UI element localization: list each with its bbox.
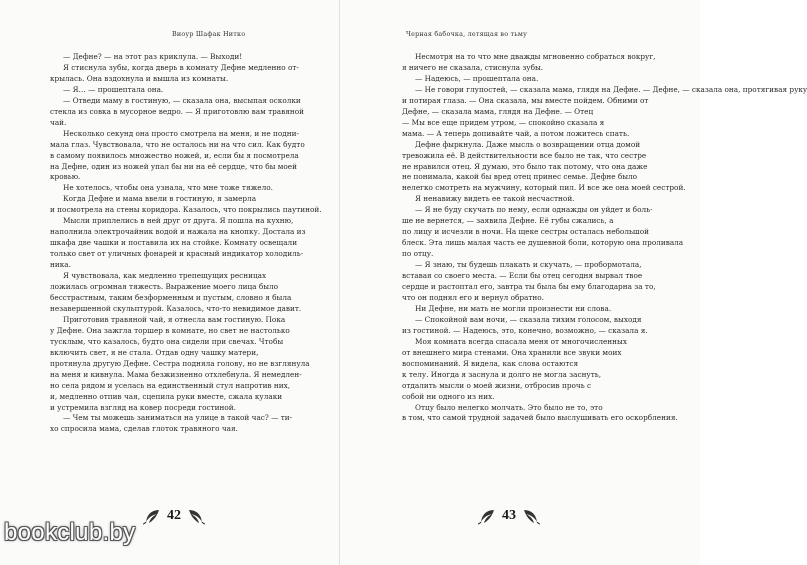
text-line: воспоминаний. Я видела, как слова остаются: [402, 358, 579, 368]
site-watermark: bookclub.by: [4, 519, 136, 546]
text-line: кровью.: [50, 172, 81, 182]
right-running-header: Черная бабочка, летящая во тьму: [406, 30, 528, 38]
text-line: и потирая глаза. — Она сказала, мы вместе пойдем. Обними от: [402, 95, 649, 105]
text-line: ше не вернется, — заявила Дефне. Её губы сжались, а: [402, 216, 614, 226]
text-line: — Я… — прошептала она.: [63, 84, 164, 94]
right-page: [340, 0, 807, 565]
text-line: наполнила электрочайник водой и нажала на кнопку. Достала из: [50, 227, 306, 237]
text-line: Когда Дефне и мама ввели в гостиную, я замерла: [63, 194, 257, 204]
text-line: в самому появилось множество ножей, и, если бы я посмотрела: [50, 150, 299, 160]
text-line: — Мы все еще придем утром, — спокойно сказала я: [402, 117, 605, 127]
text-line: и посмотрела на стены коридора. Казалось, что покрылись паутиной.: [50, 205, 322, 215]
left-page-folio: [142, 506, 206, 526]
text-line: Ни Дефне, ни мать не могли произнести ни слова.: [415, 303, 612, 313]
left-running-header: Виоур Шафак Нитко: [172, 30, 246, 38]
text-line: тревожила её. В действительности все было не так, что сестре: [402, 150, 647, 160]
text-line: по лицу и исчезли в ночи. На щеке сестры осталась небольшой: [402, 227, 649, 237]
text-line: Несколько секунд она просто смотрела на меня, и не подни-: [63, 128, 299, 138]
text-line: на меня и кивнула. Мама безжизненно отхлебнула. Я немедлен-: [50, 369, 302, 379]
text-line: не нравился отец. Я думаю, это было так потому, что она даже: [402, 161, 648, 171]
text-line: протянула другую Дефне. Сестра подняла голову, но не взглянула: [50, 358, 310, 368]
text-line: отдалить мысли о моей жизни, отбросив прочь с: [402, 380, 592, 390]
text-line: — Надеюсь, — прошептала она.: [415, 73, 539, 83]
text-line: из гостиной. — Надеюсь, это, конечно, возможно, — сказала я.: [402, 325, 648, 335]
text-line: и устремила взгляд на ковер посреди гостиной.: [50, 402, 236, 412]
leaf-ornament-icon: [521, 506, 541, 526]
text-line: — Не говори глупостей, — сказала мама, глядя на Дефне. — Дефне, — сказала она, протягивая руку: [415, 84, 807, 94]
text-line: от внешнего мира стенами. Она хранили все звуки моих: [402, 347, 622, 357]
left-page-number: 42: [167, 508, 181, 523]
text-line: собой ни одного из них.: [402, 391, 495, 401]
text-line: — Дефне? — на этот раз криклула. — Выходи!: [63, 52, 243, 61]
text-line: Мысли приплелись в ней друг от друга. Я пошла на кухню,: [63, 216, 294, 226]
leaf-ornament-icon: [142, 506, 162, 526]
text-line: Приготовив травяной чай, я отнесла вам гостиную. Пока: [63, 314, 286, 324]
text-line: вставая со своего места. — Если бы отец сегодня вырвал твое: [402, 271, 643, 281]
text-line: — Спокойной вам ночи, — сказала тихим голосом, выходя: [415, 314, 642, 324]
text-line: Не хотелось, чтобы она узнала, что мне тоже тяжело.: [63, 183, 273, 193]
text-line: по отцу.: [402, 249, 434, 259]
text-line: Отцу было нелегко молчать. Это было не то, это: [415, 402, 603, 412]
text-line: Дефне, — сказала мама, глядя на Дефне. — Отец: [402, 106, 594, 116]
text-line: к телу. Иногда я заснула и долго не могла заснуть,: [402, 369, 602, 379]
text-line: Я стиснула зубы, когда дверь в комнату Дефне медленно от-: [63, 62, 299, 72]
text-line: шкафа две чашки и поставила их на стойке. Комнату освещали: [50, 238, 298, 248]
text-line: и, медленно отпив чая, сцепила руки вместе, сжала кулаки: [50, 391, 283, 401]
text-line: — Я не буду скучать по нему, если однажды он уйдет и боль-: [415, 205, 653, 215]
text-line: я ничего не сказала, стиснула зубы.: [402, 62, 544, 72]
text-line: в том, что самой трудной задачей было выслушивать его оскорбления.: [402, 413, 678, 423]
text-line: Моя комната всегда спасала меня от многочисленных: [415, 336, 627, 346]
text-line: что он поднял его и вернул обратно.: [402, 292, 544, 302]
right-page-number: 43: [502, 508, 516, 523]
text-line: нелегко смотреть на мужчину, который пил. И все же она моей сестрой.: [402, 183, 686, 193]
left-page-body: [50, 52, 322, 435]
text-line: блеск. Эта лишь малая часть ее душевной боли, которую она проливала: [402, 238, 684, 248]
leaf-ornament-icon: [186, 506, 206, 526]
text-line: стекла из совка в мусорное ведро. — Я приготовлю вам травяной: [50, 106, 304, 116]
text-line: чай.: [50, 117, 67, 127]
text-line: Дефне фыркнула. Даже мысль о возвращении отца домой: [415, 139, 641, 149]
text-line: на Дефне, один из ножей упал бы ни на её сердце, что бы моей: [50, 161, 297, 171]
right-page-body: [402, 52, 807, 424]
text-line: бесстрастным, таким безформенным и пустым, словно я была: [50, 292, 292, 302]
leaf-ornament-icon: [477, 506, 497, 526]
text-line: Несмотря на то что мне дважды мгновенно собраться вокруг,: [415, 52, 656, 61]
text-line: сердце и растоптал его, завтра ты была бы ему благодарна за то,: [402, 282, 656, 292]
text-line: не понимала, какой бы вред отец принес семье. Дефне было: [402, 172, 638, 182]
text-line: ложилась огромная тяжесть. Выражение моего лица было: [50, 282, 279, 292]
text-line: у Дефне. Она зажгла торшер в комнате, но свет не настолько: [50, 325, 290, 335]
text-line: мама. — А теперь допивайте чай, а потом ложитесь спать.: [402, 128, 630, 138]
text-line: мала глаз. Чувствовала, что не осталось ни на что сил. Как будто: [50, 139, 305, 149]
text-line: тусклым, что казалось, будто она сидели при свечах. Чтобы: [50, 336, 284, 346]
text-line: Я ненавижу видеть ее такой несчастной.: [415, 194, 575, 204]
text-line: но села рядом и уселась на единственный стул напротив них,: [50, 380, 291, 390]
text-line: крылась. Она вздохнула и вышла из комнаты.: [50, 73, 229, 83]
text-line: Я чувствовала, как медленно трепещущих ресницах: [63, 271, 267, 281]
left-page: [0, 0, 340, 565]
text-line: хо спросила мама, сделав глоток травяного чая.: [50, 424, 238, 434]
text-line: включить свет, я не стала. Отдав одну чашку матери,: [50, 347, 259, 357]
right-page-folio: [477, 506, 541, 526]
text-line: только свет от уличных фонарей и красный индикатор холодиль-: [50, 249, 304, 259]
text-line: ника.: [50, 260, 71, 270]
text-line: незавершенной скульптурой. Казалось, что-то невидимое давит.: [50, 303, 302, 313]
text-line: — Чем ты можешь заниматься на улице в такой час? — ти-: [63, 413, 293, 423]
text-line: — Я знаю, ты будешь плакать и скучать, — пробормотала,: [415, 260, 642, 270]
text-line: — Отведи маму в гостиную, — сказала она, высыпая осколки: [63, 95, 301, 105]
